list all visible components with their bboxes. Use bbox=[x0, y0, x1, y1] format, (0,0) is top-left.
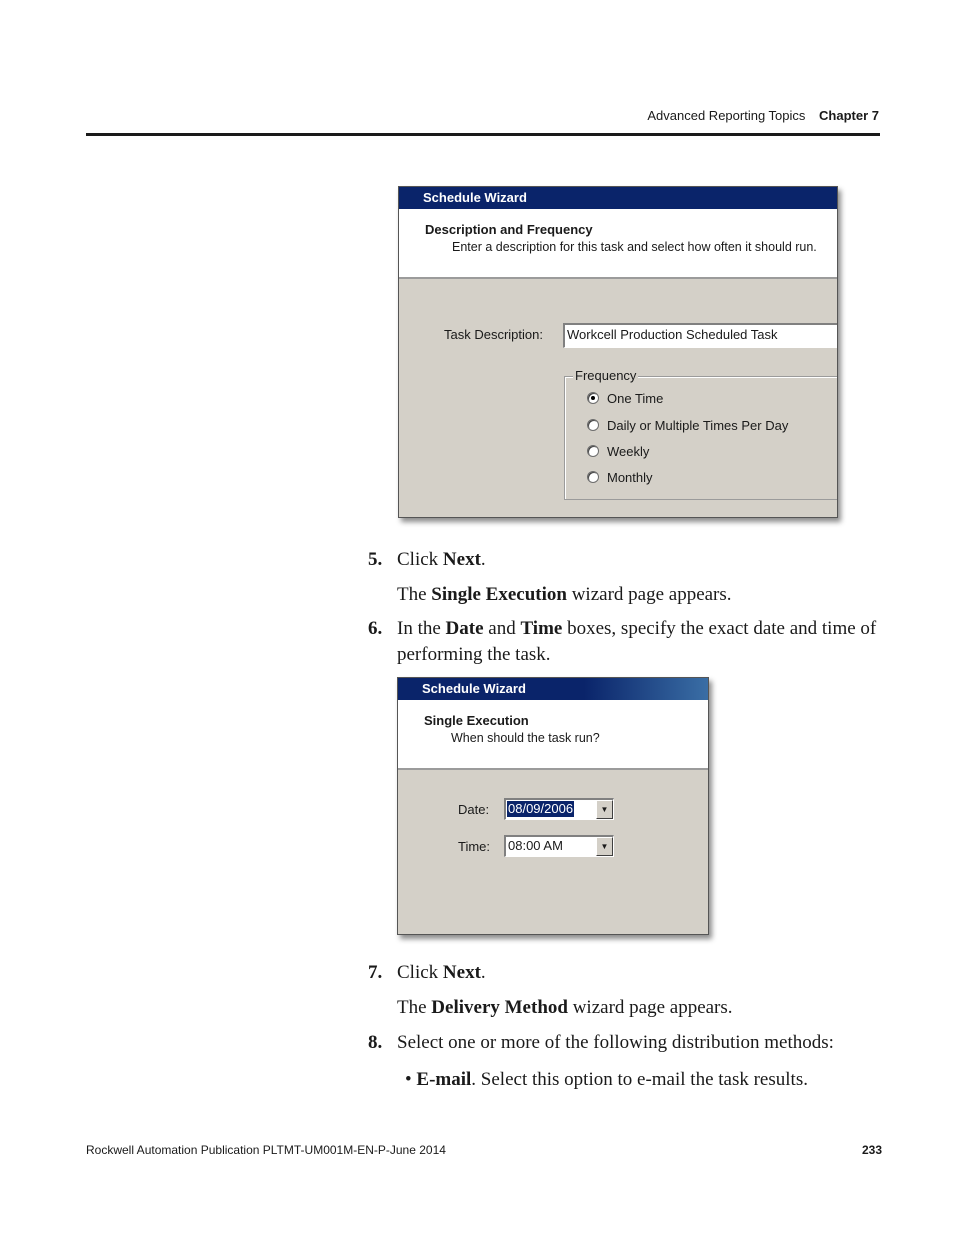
header-chapter: Chapter 7 bbox=[819, 108, 879, 123]
bullet-icon: • bbox=[405, 1069, 412, 1090]
radio-selected-icon bbox=[587, 392, 599, 404]
step-text: In the Date and Time boxes, specify the exact date and time of performing the task. bbox=[397, 618, 877, 665]
radio-icon bbox=[587, 471, 599, 483]
task-description-label: Task Description: bbox=[444, 327, 543, 342]
dialog-heading: Description and Frequency bbox=[425, 222, 593, 237]
step-text: Click Next. bbox=[397, 549, 486, 570]
task-description-input[interactable]: Workcell Production Scheduled Task bbox=[563, 323, 838, 348]
dialog-subheading: When should the task run? bbox=[451, 731, 600, 745]
dialog-heading: Single Execution bbox=[424, 713, 529, 728]
radio-label: One Time bbox=[607, 391, 664, 406]
date-label: Date: bbox=[458, 802, 490, 817]
footer-page-number: 233 bbox=[862, 1143, 883, 1157]
step-text: Select one or more of the following distribution methods: bbox=[397, 1032, 834, 1053]
header-rule bbox=[86, 133, 880, 136]
dialog-subheading: Enter a description for this task and select how often it should run. bbox=[452, 240, 817, 254]
header-topic: Advanced Reporting Topics bbox=[647, 108, 806, 123]
step-7-result: The Delivery Method wizard page appears. bbox=[397, 997, 733, 1018]
dropdown-arrow-icon[interactable]: ▼ bbox=[596, 837, 613, 856]
radio-weekly[interactable] bbox=[587, 444, 649, 459]
radio-icon bbox=[587, 419, 599, 431]
step-number: 6. bbox=[368, 618, 383, 639]
dialog-header-panel bbox=[398, 700, 708, 770]
radio-icon bbox=[587, 445, 599, 457]
radio-label: Daily or Multiple Times Per Day bbox=[607, 418, 789, 433]
step-5-result: The Single Execution wizard page appears. bbox=[397, 584, 732, 605]
radio-one-time[interactable] bbox=[587, 391, 663, 406]
frequency-group bbox=[564, 368, 838, 500]
footer-publication: Rockwell Automation Publication PLTMT-UM001M-EN-P-June 2014 bbox=[86, 1143, 446, 1157]
schedule-wizard-single-execution-screenshot bbox=[397, 677, 709, 935]
dialog-title-bar: Schedule Wizard bbox=[399, 187, 837, 209]
step-number: 7. bbox=[368, 962, 383, 983]
radio-label: Weekly bbox=[607, 444, 650, 459]
frequency-legend: Frequency bbox=[575, 368, 637, 383]
page-header bbox=[86, 108, 879, 128]
schedule-wizard-frequency-screenshot bbox=[398, 186, 838, 518]
dialog-header-panel bbox=[399, 209, 837, 279]
date-picker[interactable] bbox=[504, 798, 614, 820]
step-number: 8. bbox=[368, 1032, 383, 1053]
radio-label: Monthly bbox=[607, 470, 653, 485]
time-label: Time: bbox=[458, 839, 491, 854]
bullet-email: • E-mail. Select this option to e-mail the task results. bbox=[405, 1069, 808, 1090]
dropdown-arrow-icon[interactable]: ▼ bbox=[596, 800, 613, 819]
time-picker[interactable] bbox=[504, 835, 614, 857]
time-value: 08:00 AM bbox=[508, 838, 563, 853]
date-value: 08/09/2006 bbox=[508, 801, 574, 816]
step-text: Click Next. bbox=[397, 962, 486, 983]
dialog-title-bar: Schedule Wizard bbox=[398, 678, 708, 700]
radio-monthly[interactable] bbox=[587, 470, 653, 485]
step-number: 5. bbox=[368, 549, 383, 570]
radio-daily[interactable] bbox=[587, 418, 788, 433]
